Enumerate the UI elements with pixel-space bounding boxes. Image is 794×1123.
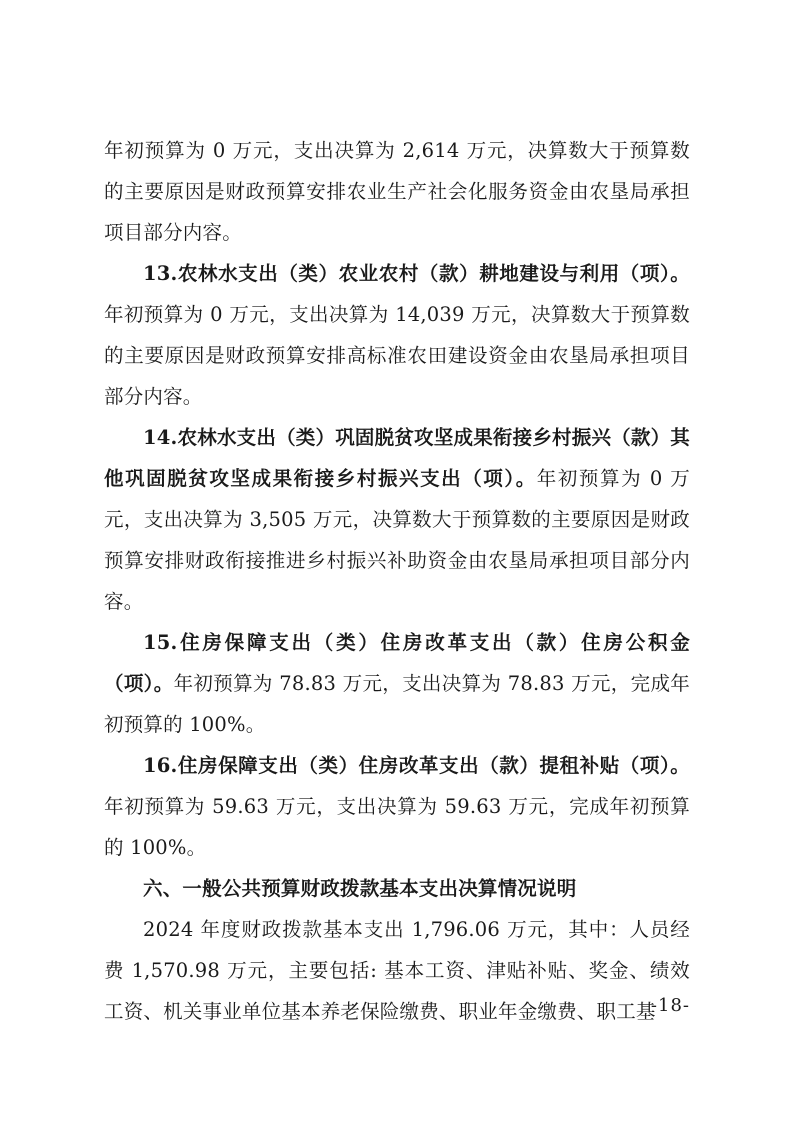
paragraph-continued — [104, 130, 690, 253]
list-item-13-title: 13.农林水支出（类）农业农村（款）耕地建设与利用（项）。 — [143, 262, 690, 285]
list-item-16-title: 16.住房保障支出（类）住房改革支出（款）提租补贴（项）。 — [143, 754, 690, 777]
page-number: -18- — [650, 995, 690, 1016]
paragraph-text: 年初预算为 0 万元，支出决算为 2,614 万元，决算数大于预算数的主要原因是财政预算安排农业生产社会化服务资金由农垦局承担项目部分内容。 — [104, 139, 690, 244]
list-item-14 — [104, 417, 690, 622]
document-body — [104, 130, 690, 1032]
paragraph-basic-expenditure-text: 2024 年度财政拨款基本支出 1,796.06 万元，其中：人员经费 1,570.98 万元，主要包括: 基本工资、津贴补贴、奖金、绩效工资、机关事业单位基本养老保险缴费、职业年金缴费、职工基 — [104, 918, 690, 1023]
section-heading-six-text: 六、一般公共预算财政拨款基本支出决算情况说明 — [143, 877, 577, 900]
list-item-15-title: 15.住房保障支出（类）住房改革支出（款）住房公积金（项）。 — [104, 631, 690, 695]
list-item-13 — [104, 253, 690, 417]
section-heading-six — [104, 868, 690, 909]
list-item-16 — [104, 745, 690, 868]
list-item-14-body: 年初预算为 0 万元，支出决算为 3,505 万元，决算数大于预算数的主要原因是财政预算安排财政衔接推进乡村振兴补助资金由农垦局承担项目部分内容。 — [104, 467, 690, 613]
list-item-14-title: 14.农林水支出（类）巩固脱贫攻坚成果衔接乡村振兴（款）其他巩固脱贫攻坚成果衔接乡村振兴支出（项）。 — [104, 426, 690, 490]
list-item-13-body: 年初预算为 0 万元，支出决算为 14,039 万元，决算数大于预算数的主要原因是财政预算安排高标准农田建设资金由农垦局承担项目部分内容。 — [104, 303, 690, 408]
list-item-15-body: 年初预算为 78.83 万元，支出决算为 78.83 万元，完成年初预算的 100%。 — [104, 672, 690, 736]
paragraph-basic-expenditure — [104, 909, 690, 1032]
list-item-16-body: 年初预算为 59.63 万元，支出决算为 59.63 万元，完成年初预算的 100%。 — [104, 795, 690, 859]
list-item-15 — [104, 622, 690, 745]
